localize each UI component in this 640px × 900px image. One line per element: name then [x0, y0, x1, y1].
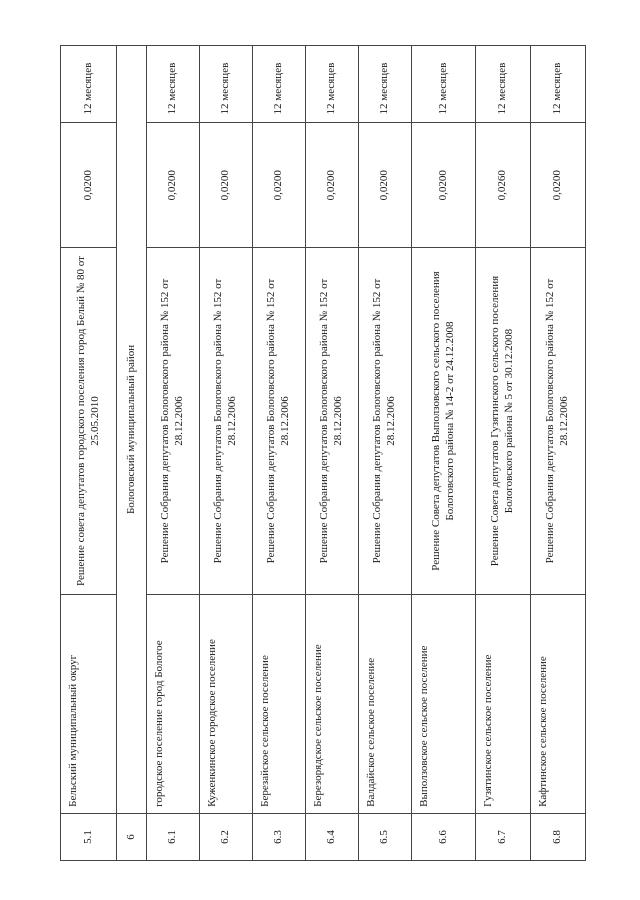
- rate-value: 0,0200: [200, 123, 253, 248]
- municipality-name: Гузятинское сельское поселение: [476, 594, 531, 813]
- municipality-name: Березорядское сельское поселение: [306, 594, 359, 813]
- legal-act: Решение Собрания депутатов Бологовского района № 152 от 28.12.2006: [200, 248, 253, 595]
- rate-value: 0,0260: [476, 123, 531, 248]
- term-value: 12 месяцев: [61, 46, 117, 124]
- legal-act: Решение Собрания депутатов Бологовского района № 152 от 28.12.2006: [531, 248, 586, 595]
- table-row: [531, 46, 586, 861]
- rate-value: 0,0200: [306, 123, 359, 248]
- row-number: 6.7: [476, 813, 531, 860]
- row-number: 6.8: [531, 813, 586, 860]
- term-value: 12 месяцев: [412, 46, 476, 124]
- municipality-name: Выползовское сельское поселение: [412, 594, 476, 813]
- district-heading: Бологовский муниципальный район: [117, 46, 147, 814]
- municipality-name: Березайское сельское поселение: [253, 594, 306, 813]
- table-row: [253, 46, 306, 861]
- table-row: [147, 46, 200, 861]
- row-number: 6.6: [412, 813, 476, 860]
- row-number: 6.1: [147, 813, 200, 860]
- table-row: [476, 46, 531, 861]
- rate-value: 0,0200: [61, 123, 117, 248]
- row-number: 6: [117, 813, 147, 860]
- table-row: [61, 46, 117, 861]
- municipality-name: городское поселение город Бологое: [147, 594, 200, 813]
- row-number: 6.4: [306, 813, 359, 860]
- term-value: 12 месяцев: [531, 46, 586, 124]
- legal-act: Решение Совета депутатов Выползовского сельского поселения Бологовского района № 14-2 от 24.12.2008: [412, 248, 476, 595]
- legal-act: Решение Собрания депутатов Бологовского района № 152 от 28.12.2006: [306, 248, 359, 595]
- term-value: 12 месяцев: [359, 46, 412, 124]
- table-row: [359, 46, 412, 861]
- legal-act: Решение Совета депутатов Гузятинского сельского поселения Бологовского района № 5 от 30.12.2008: [476, 248, 531, 595]
- legal-act: Решение совета депутатов городского поселения город Белый № 80 от 25.05.2010: [61, 248, 117, 595]
- legal-act: Решение Собрания депутатов Бологовского района № 152 от 28.12.2006: [359, 248, 412, 595]
- term-value: 12 месяцев: [147, 46, 200, 124]
- rotated-table-wrapper: [60, 45, 570, 861]
- district-row: [117, 46, 147, 861]
- municipality-name: Кафтинское сельское поселение: [531, 594, 586, 813]
- tax-rates-table: [60, 45, 586, 861]
- row-number: 5.1: [61, 813, 117, 860]
- rate-value: 0,0200: [147, 123, 200, 248]
- row-number: 6.2: [200, 813, 253, 860]
- table-row: [412, 46, 476, 861]
- row-number: 6.3: [253, 813, 306, 860]
- term-value: 12 месяцев: [200, 46, 253, 124]
- municipality-name: Куженкинское городское поселение: [200, 594, 253, 813]
- table-row: [200, 46, 253, 861]
- municipality-name: Бельский муниципальный округ: [61, 594, 117, 813]
- rate-value: 0,0200: [359, 123, 412, 248]
- municipality-name: Валдайское сельское поселение: [359, 594, 412, 813]
- term-value: 12 месяцев: [476, 46, 531, 124]
- rate-value: 0,0200: [531, 123, 586, 248]
- legal-act: Решение Собрания депутатов Бологовского района № 152 от 28.12.2006: [147, 248, 200, 595]
- rate-value: 0,0200: [253, 123, 306, 248]
- legal-act: Решение Собрания депутатов Бологовского района № 152 от 28.12.2006: [253, 248, 306, 595]
- row-number: 6.5: [359, 813, 412, 860]
- term-value: 12 месяцев: [306, 46, 359, 124]
- term-value: 12 месяцев: [253, 46, 306, 124]
- rate-value: 0,0200: [412, 123, 476, 248]
- table-row: [306, 46, 359, 861]
